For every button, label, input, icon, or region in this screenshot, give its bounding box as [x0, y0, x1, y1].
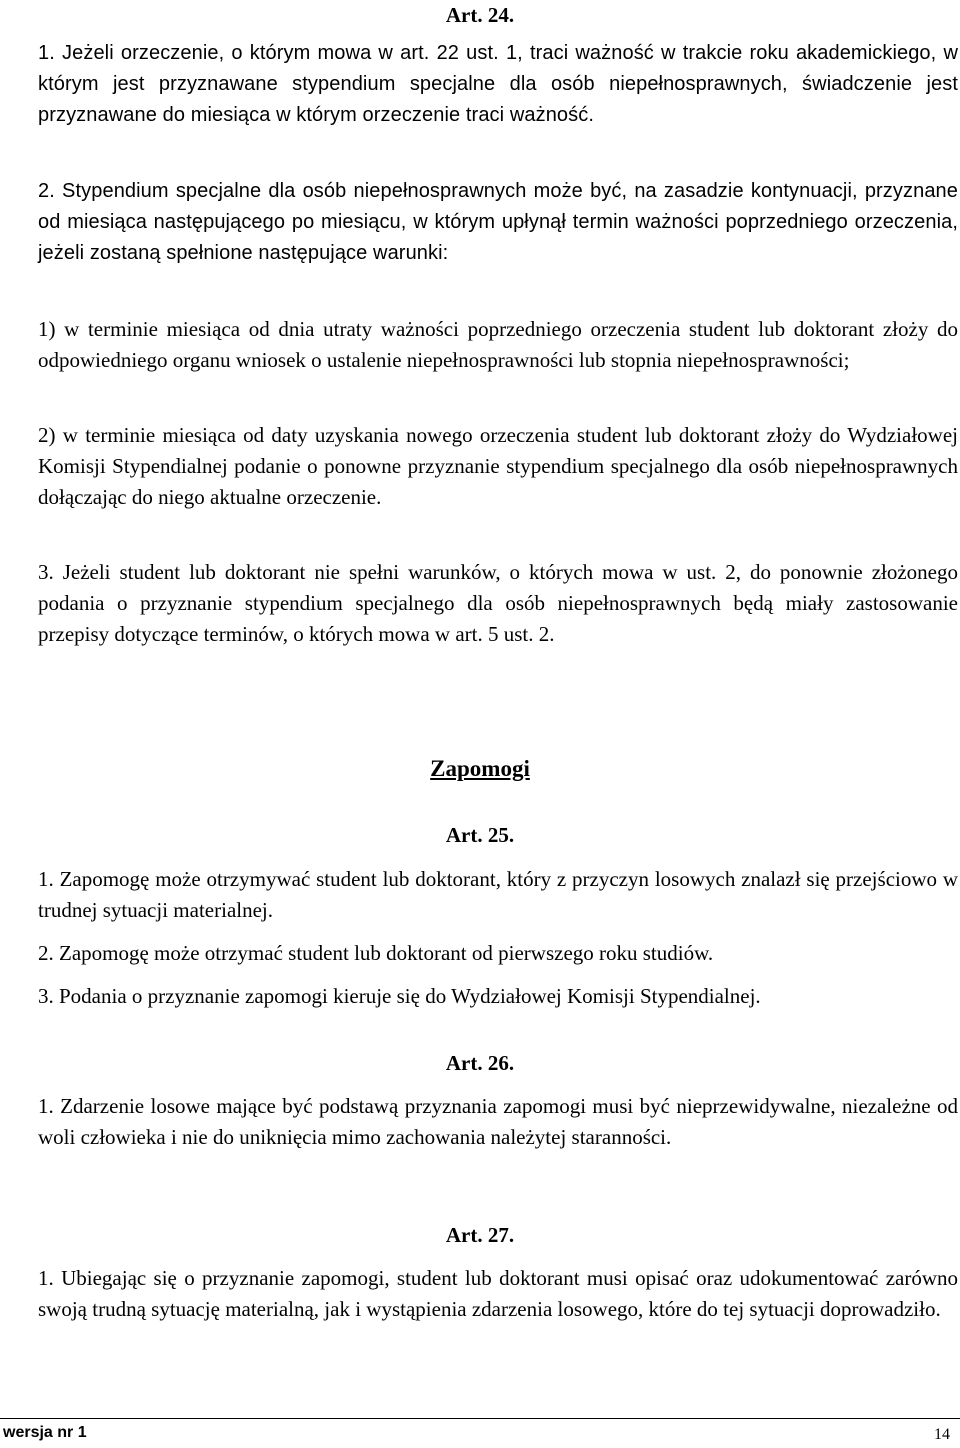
art24-title: Art. 24. — [445, 3, 515, 27]
art24-paragraph-3: 3. Jeżeli student lub doktorant nie spełni warunków, o których mowa w ust. 2, do ponownie złożonego podania o przyznanie stypendium specjalnego dla osób niepełnosprawnych będą miały zastosowanie przepisy dotyczące terminów, o których mowa w art. 5 ust. 2. — [38, 560, 958, 646]
page-number: 14 — [934, 1426, 950, 1443]
art26-paragraph-1: 1. Zdarzenie losowe mające być podstawą przyznania zapomogi musi być nieprzewidywalne, niezależne od woli człowieka i nie do uniknięcia mimo zachowania należytej staranności. — [38, 1094, 958, 1149]
footer-version: wersja nr 1 — [3, 1424, 87, 1441]
art25-paragraph-3: 3. Podania o przyznanie zapomogi kieruje się do Wydziałowej Komisji Stypendialnej. — [38, 984, 761, 1008]
art24-paragraph-1: 1. Jeżeli orzeczenie, o którym mowa w art. 22 ust. 1, traci ważność w trakcie roku akademickiego, w którym jest przyznawane stypendium specjalne dla osób niepełnosprawnych, świadczenie jest przyznawane do miesiąca w którym orzeczenie traci ważność. — [38, 42, 958, 126]
art24-paragraph-2-item-2: 2) w terminie miesiąca od daty uzyskania nowego orzeczenia student lub doktorant złoży do Wydziałowej Komisji Stypendialnej podanie o ponowne przyznanie stypendium specjalnego dla osób niepełnosprawnych dołączając do niego aktualne orzeczenie. — [38, 423, 958, 509]
art24-paragraph-2: 2. Stypendium specjalne dla osób niepełnosprawnych może być, na zasadzie kontynuacji, przyznane od miesiąca następującego po miesiącu, w którym upłynął termin ważności poprzedniego orzeczenia, jeżeli zostaną spełnione następujące warunki: — [38, 180, 958, 264]
art25-paragraph-2: 2. Zapomogę może otrzymać student lub doktorant od pierwszego roku studiów. — [38, 941, 714, 965]
art27-title: Art. 27. — [445, 1223, 515, 1247]
art24-paragraph-2-item-1: 1) w terminie miesiąca od dnia utraty ważności poprzedniego orzeczenia student lub doktorant złoży do odpowiedniego organu wniosek o ustalenie niepełnosprawności lub stopnia niepełnosprawności; — [38, 317, 958, 372]
art25-title: Art. 25. — [445, 823, 515, 847]
art25-paragraph-1: 1. Zapomogę może otrzymywać student lub doktorant, który z przyczyn losowych znalazł się przejściowo w trudnej sytuacji materialnej. — [38, 867, 958, 922]
footer-divider — [0, 1418, 960, 1419]
section-title-zapomogi: Zapomogi — [430, 756, 530, 781]
art27-paragraph-1: 1. Ubiegając się o przyznanie zapomogi, student lub doktorant musi opisać oraz udokumentować zarówno swoją trudną sytuację materialną, jak i wystąpienia zdarzenia losowego, które do tej sytuacji doprowadziło. — [38, 1266, 958, 1321]
art26-title: Art. 26. — [445, 1051, 515, 1075]
